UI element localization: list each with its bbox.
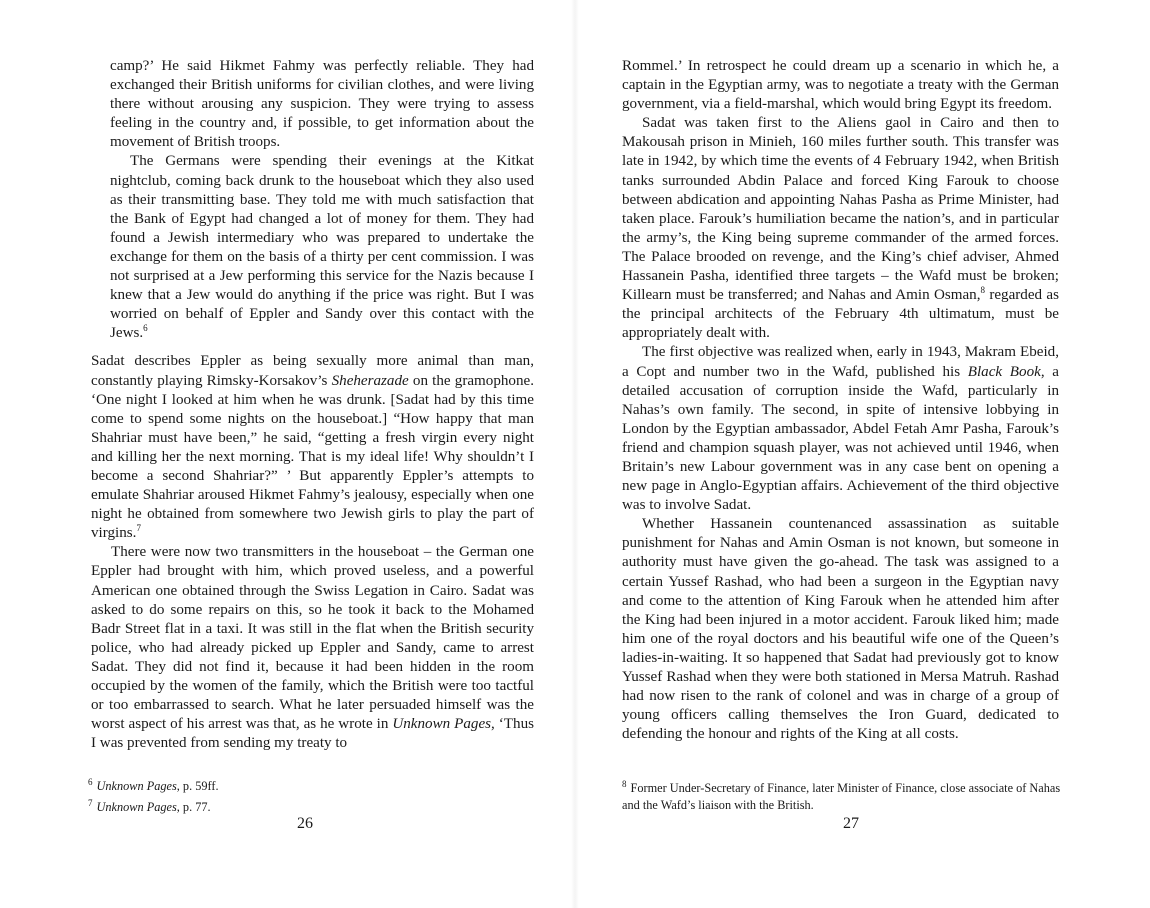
footnote: $^8$ Former Under-Secretary of Finance, later Minister of Finance, close associate of Nahas and the Wafd’s liaison with the British. xyxy=(622,779,1061,812)
footnote-reference[interactable]: 8 xyxy=(980,285,985,296)
body-paragraph: Whether Hassanein countenanced assassination as suitable punishment for Nahas and Amin Osman is not known, but someone in authority must have given the go-ahead. The task was assigned to a certain Yussef Rashad, who had been a surgeon in the Egyptian navy and come to the attention of King Farouk when he attended him after the King had been injured in a motor accident. Farouk liked him; made him one of the royal doctors and his beautiful wife one of the Queen’s ladies-in-waiting. It so happened that Sadat had previously got to know Yussef Rashad when they were both stationed in Mersa Matruh. Rashad had now risen to the rank of colonel and was in charge of a group of young officers calling themselves the Iron Guard, dedicated to defending the honour and rights of the King at all costs. xyxy=(622,516,1059,743)
footnotes xyxy=(88,774,528,815)
footnote: $^7$ Unknown Pages, p. 77. xyxy=(88,797,211,814)
block-quote-paragraph: camp?’ He said Hikmet Fahmy was perfectly reliable. They had exchanged their British uniforms for civilian clothes, and were living there without arousing any suspicion. They were trying to assess feeling in the country and, if possible, to get information about the movement of British troops. xyxy=(110,58,534,151)
footnote: $^6$ Unknown Pages, p. 59ff. xyxy=(88,777,219,794)
page-number: 26 xyxy=(297,815,313,832)
body-paragraph: There were now two transmitters in the houseboat – the German one Eppler had brought with him, which proved useless, and a powerful American one obtained through the Swiss Legation in Cairo. Sadat was asked to do some repairs on this, so he took it back to the Mohamed Badr Street flat in a taxi. It was still in the flat when the British security police, who had already picked up Eppler and Sandy, came to arrest Sadat. They did not find it, because it had been hidden in the room occupied by the women of the family, which the British were too tactful or too embarrassed to search. What he later persuaded himself was the worst aspect of his arrest was that, as he wrote in Unknown Pages, ‘Thus I was prevented from sending my treaty to xyxy=(91,544,534,752)
body-paragraph: Rommel.’ In retrospect he could dream up a scenario in which he, a captain in the Egyptian army, was to negotiate a treaty with the German government, via a field-marshal, which would bring Egypt its freedom. xyxy=(622,58,1059,113)
body-paragraph: The first objective was realized when, early in 1943, Makram Ebeid, a Copt and number two in the Wafd, published his Black Book, a detailed accusation of corruption inside the Wafd, particularly in Nahas’s own family. The second, in spite of intensive lobbying in London by the Egyptian ambassador, Abdel Fetah Amr Pasha, Farouk’s friend and champion squash player, was not achieved until 1946, when Britain’s new Labour government was in any case bent on opening a new page in Anglo-Egyptian affairs. Achievement of the third objective was to involve Sadat. xyxy=(622,344,1059,514)
right-page-body xyxy=(622,57,1059,744)
footnotes xyxy=(622,776,1062,813)
left-page-body xyxy=(91,57,534,753)
block-quote-paragraph: The Germans were spending their evenings at the Kitkat nightclub, coming back drunk to the houseboat which they also used as their transmitting base. They told me with much satisfaction that the Bank of Egypt had changed a lot of money for them. They had found a Jewish intermediary who was prepared to undertake the exchange for them on the basis of a thirty per cent commission. I was not surprised at a Jew performing this service for the Nazis because I knew that a Jew would do anything if the price was right. But I was worried on behalf of Eppler and Sandy over this contact with the Jews.$^6$ xyxy=(110,153,534,342)
body-paragraph: Sadat was taken first to the Aliens gaol in Cairo and then to Makousah prison in Minieh, 160 miles further south. This transfer was late in 1942, by which time the events of 4 February 1942, when British tanks surrounded Abdin Palace and forced King Farouk to choose between abdication and appointing Nahas Pasha as Prime Minister, had taken place. Farouk’s humiliation became the nation’s, and in particular the army’s, the King being supreme commander of the armed forces. The Palace brooded on revenge, and the King’s chief adviser, Ahmed Hassanein Pasha, identified three targets – the Wafd must be broken; Killearn must be transferred; and Nahas and Amin Osman,$^8$ regarded as the principal architects of the February 4th ultimatum, must be appropriately dealt with. xyxy=(622,115,1059,342)
body-paragraph: Sadat describes Eppler as being sexually more animal than man, constantly playing Rimsky-Korsakov’s Sheherazade on the gramophone. ‘One night I looked at him when he was drunk. [Sadat had by this time come to spend some nights on the houseboat.] “How happy that man Shahriar must have been,” he said, “getting a fresh virgin every night and killing her the next morning. That is my ideal life! Why shouldn’t I become a second Shahriar?” ’ But apparently Eppler’s attempts to emulate Shahriar aroused Hikmet Fahmy’s jealousy, especially when one night he obtained from somewhere two Jewish girls to play the part of virgins.$^7$ xyxy=(91,353,535,542)
footnote-reference[interactable]: 7 xyxy=(136,523,141,534)
page-number: 27 xyxy=(843,815,859,832)
footnote-reference[interactable]: 6 xyxy=(143,323,148,334)
right-page xyxy=(575,0,1150,908)
